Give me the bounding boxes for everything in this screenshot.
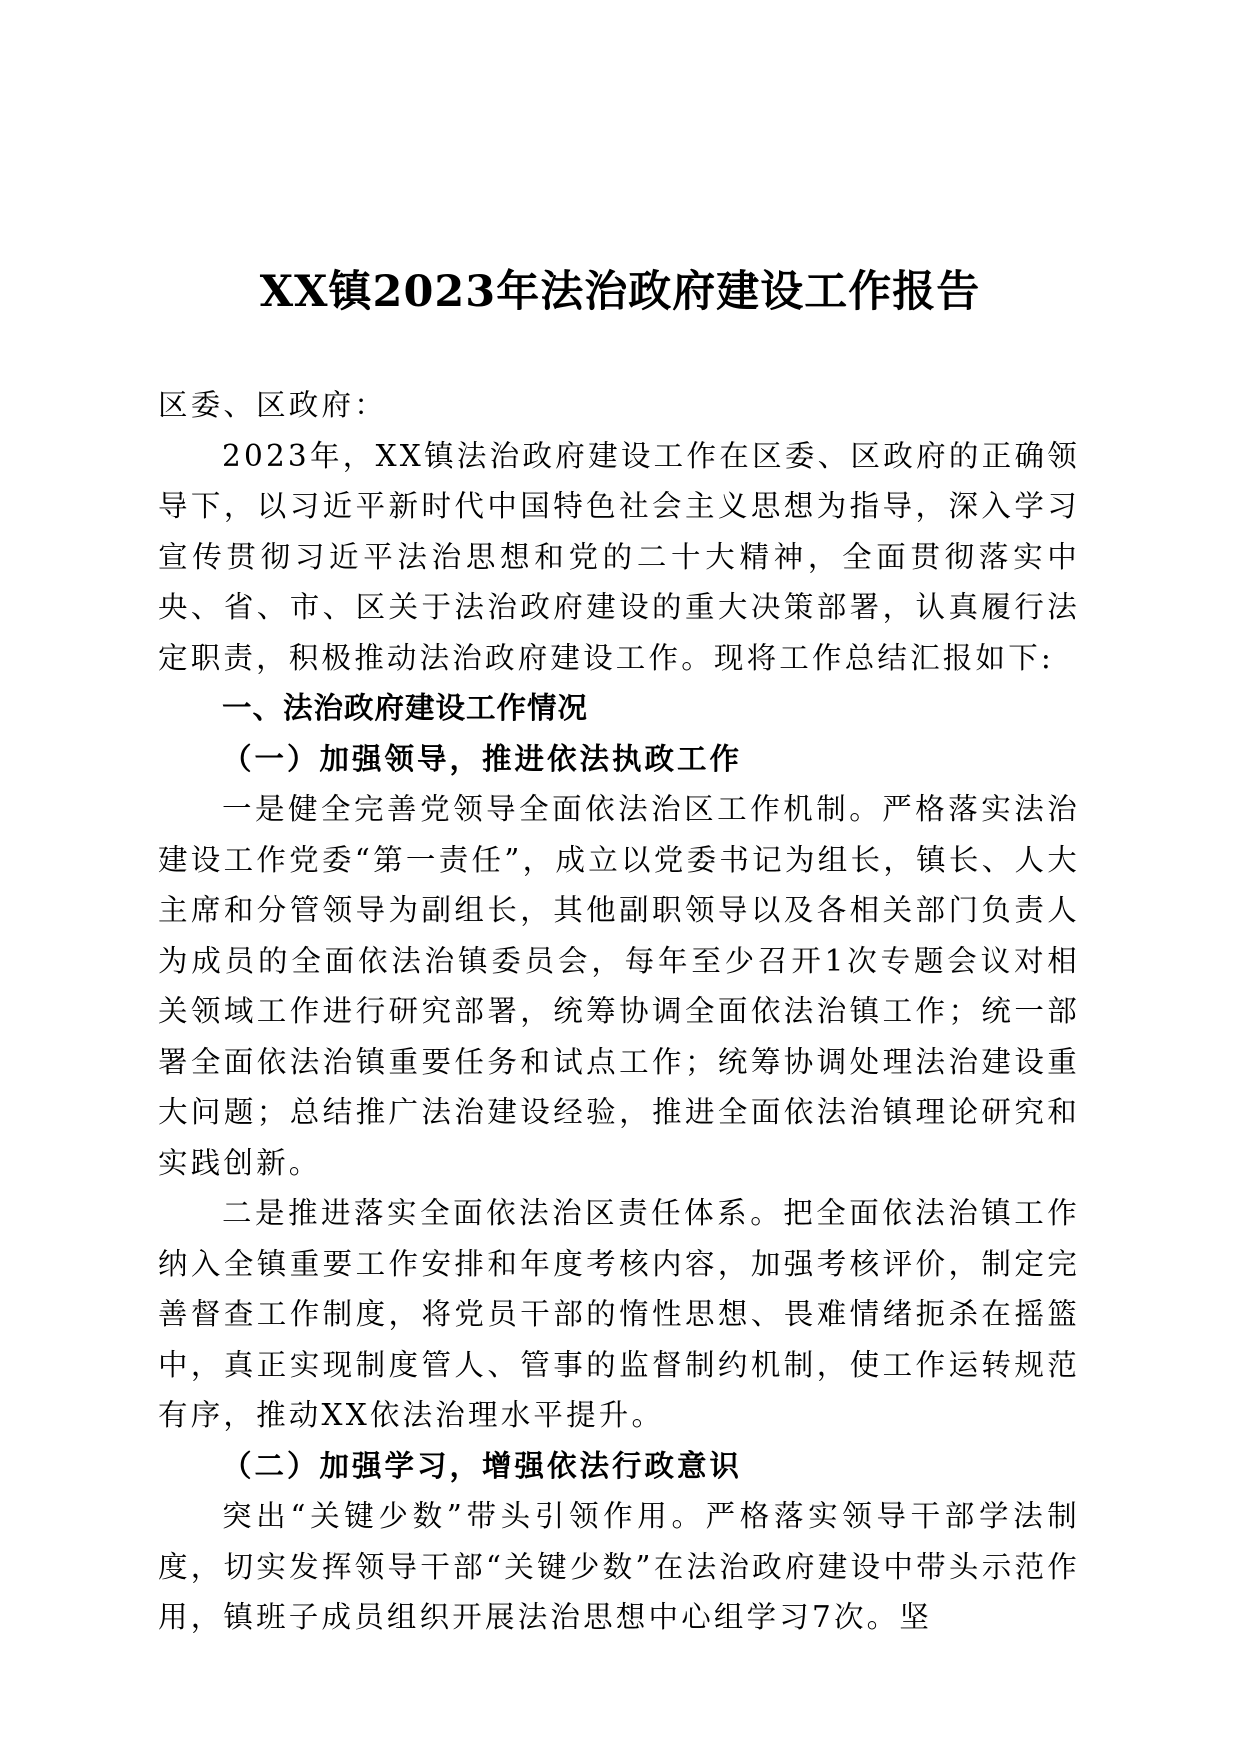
subsection-heading-1: （一）加强领导，推进依法执政工作 (222, 740, 743, 776)
section-heading-1: 一、法治政府建设工作情况 (222, 691, 589, 725)
salutation: 区委、区政府： (158, 388, 387, 422)
paragraph-key-minority: 突出“关键少数”带头引领作用。严格落实领导干部学法制度，切实发挥领导干部“关键少数”在法治政府建设中带头示范作用，镇班子成员组织开展法治思想中心组学习7次。坚 (158, 1499, 1080, 1634)
paragraph-responsibility-system: 二是推进落实全面依法治区责任体系。把全面依法治镇工作纳入全镇重要工作安排和年度考核内容，加强考核评价，制定完善督查工作制度，将党员干部的惰性思想、畏难情绪扼杀在摇篮中，真正实现制度管人、管事的监督制约机制，使工作运转规范有序，推动XX依法治理水平提升。 (158, 1196, 1080, 1432)
intro-paragraph: 2023年，XX镇法治政府建设工作在区委、区政府的正确领导下，以习近平新时代中国特色社会主义思想为指导，深入学习宣传贯彻习近平法治思想和党的二十大精神，全面贯彻落实中央、省、市、区关于法治政府建设的重大决策部署，认真履行法定职责，积极推动法治政府建设工作。现将工作总结汇报如下: (158, 438, 1080, 675)
document-body (158, 380, 1080, 1643)
document-title: XX镇2023年法治政府建设工作报告 (259, 267, 981, 317)
paragraph-leadership-mechanism: 一是健全完善党领导全面依法治区工作机制。严格落实法治建设工作党委“第一责任”，成立以党委书记为组长，镇长、人大主席和分管领导为副组长，其他副职领导以及各相关部门负责人为成员的全面依法治镇委员会，每年至少召开1次专题会议对相关领域工作进行研究部署，统筹协调全面依法治镇工作；统一部署全面依法治镇重要任务和试点工作；统筹协调处理法治建设重大问题；总结推广法治建设经验，推进全面依法治镇理论研究和实践创新。 (158, 792, 1080, 1180)
subsection-heading-2: （二）加强学习，增强依法行政意识 (222, 1447, 743, 1483)
